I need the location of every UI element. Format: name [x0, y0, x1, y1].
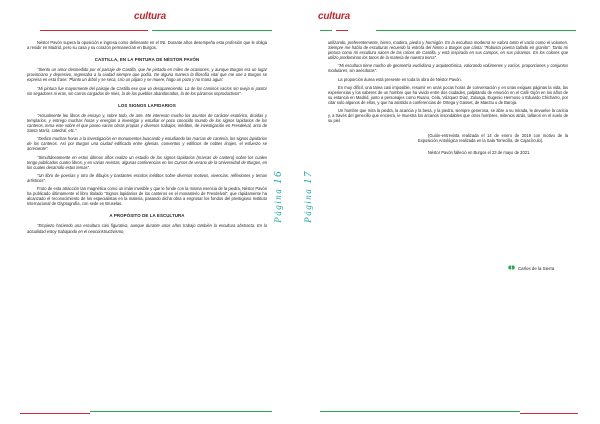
bottom-rule-red	[20, 413, 90, 414]
cultura-logo: cultura	[318, 11, 350, 22]
quote-paragraph: "Simultáneamente en estos últimos años realizo un estudio de los signos lapidarios (marcas de cantero) sobre los cuales tengo publicados cuatro libros, y en varias revistas, algunas conferencias en los Cursos de verano de la Universidad de Burgos, en los cuales desarrollo estos temas".	[27, 154, 267, 170]
top-rule-green	[320, 30, 332, 31]
section-heading: A PROPÓSITO DE LA ESCULTURA	[109, 213, 185, 219]
bottom-rule-green	[90, 411, 272, 412]
paragraph: La proporción áurea está presente en toda la obra de Néstor Pavón.	[338, 76, 462, 82]
credits-paragraph: (Guión-entrevista realizada el 14 de enero de 2019 con motivo de la Exposición Antológica realizada en la Sala Torrecilla, de Cajacírculo).	[418, 133, 568, 144]
quote-paragraph: "Dedico muchas horas a la investigación en monumentos buscando y estudiando las marcas de cantería, los signos lapidarios de los canteros. Así por Burgos una ciudad edificada entre iglesias, conventos y edificios de nobles linajes, el esfuerzo se acreciente".	[27, 136, 267, 152]
quote-paragraph: "Empiezo haciendo una escultura casi figurativa, aunque durante unos años trabajo también la escultura abstracta. En la actualidad estoy trabajando en el neoconstructivismo,	[27, 223, 267, 234]
quote-paragraph: utilizando, preferentemente, hierro, madera, piedra y hormigón. En la escultura moderna se valora tanto el vacío como el volumen. Siempre me había de esculturas recuerdo la estrofa del himno a Burgos que cánta: "Robusta poema tallado en granito". Tanto mi pintura como mi escultura nacen de las raíces de Castilla, y está inspirada en sus campos, en sus páramos. En los colores que utilizo predominan los tonos de la materia de nuestra tierra".	[328, 40, 568, 61]
bottom-rule-red	[520, 413, 578, 414]
bottom-rule-green	[320, 411, 520, 412]
page-number-label: Página 16	[272, 170, 284, 223]
paragraph: Un hombre que mira la piedra, la acaricia y la besa, y la piedra, siempre generosa, se abre a su mirada, le devuelve la caricia y, a través del genecillo que encierra, le muestra los arcanos insondables que otros hombres, milenios atrás, tallaron en el suelo de su piel.	[328, 108, 568, 124]
section-heading: LOS SIGNOS LAPIDARIOS	[118, 102, 176, 108]
page-number-label: Página 17	[302, 170, 314, 223]
quote-paragraph: "Mi pintura fue mayormente del paisaje de Castilla ese que va desapareciendo. La de los caminos vacíos sin oveja ni pastor sin segadores ni eras, sin carros cargados de mies, la de los pueblos abandonados, la de los páramos improductivos".	[27, 85, 267, 96]
right-text-column	[328, 40, 568, 158]
top-rule-red	[336, 30, 348, 31]
top-rule-green-long	[376, 30, 576, 31]
top-rule-green	[152, 30, 272, 31]
author-emblem-icon	[508, 264, 515, 272]
paragraph: Fruto de esta atracción tan magnética como un imán invisible y que le fonde con la misma esencia de la piedra, Néstor Pavón ha publicado últimamente el libro titulado "Signos lapidarios de los canteros en el monasterio de Fresdelval", que rápidamente ha alcanzado el reconocimiento de los especialistas en la materia, pasando dicha obra a engrosar los fondos del prestigioso Instituto Internacional de Glyptografía, con sede en Bruselas.	[27, 185, 267, 207]
author-name: Carlos de la Sierra	[518, 265, 555, 271]
author-signoff	[508, 264, 554, 272]
death-note: Néstor Pavón falleció en Burgos el 23 de mayo de 2021.	[428, 149, 531, 155]
top-rule-red	[40, 30, 148, 31]
section-heading: CASTILLA, EN LA PINTURA DE NÉSTOR PAVÓN	[94, 57, 200, 63]
left-text-column	[27, 40, 267, 237]
paragraph: En muy difícil, una tarea casi imposible, resumir en unas pocas horas de conversación y en unas exiguas páginas la vida, las experiencias y los saberes de un hombre que ha vivido entre dos ciudades, palpitando de emoción en el Café Gijón en los años de su estancia en Madrid, junto a personajes como Ruano, Cela, Vázquez Díaz, Zuloaga, Eugenio Hermoso o Eduardo Chicharro, por citar solo algunos de ellos, y que ha asistido a conferencias de Ortega y Gasset, de Maeztu o de Baroja.	[328, 84, 568, 105]
quote-paragraph: "Actualmente leo libros de ensayo y, sobre todo, de arte. Me interesan mucho los asuntos de carácter esotérico, druidas y templarios, y entrego muchas horas y energías a investigar y estudiar el poco conocido mundo de los signos lapidarios de los canteros, tema este sobre el que poseo varias obras propias y diversos trabajos, inéditos, de investigación en Fresdelval, arco de Santa María, catedral, etc.".	[27, 112, 267, 134]
quote-paragraph: "Siento un amor desmedido por el paisaje de Castilla, que he pintado en miles de ocasiones, y aunque Burgos era un lugar provinciano y depresivo, regresaba a la ciudad siempre que podía. De alguna manera la filosofía vital que me une a Burgos se expresa en esta frase: 'Planto un árbol y se seca, crío un pájaro y se muere, hago un pozo y no mana agua'.	[27, 67, 267, 83]
paragraph: Néstor Pavón supera la oposición e ingresa como delineante en el INI. Durante años desempeña esta profesión que le obliga a residir en Madrid, pero su casa y su corazón permanecían en Burgos.	[27, 40, 267, 51]
quote-paragraph: "Mi escultura tiene mucho de geometría euclidiana y arquitectónica, valorando volúmenes y vacíos, proporciones y conjuntos modulares, sin anécdotas".	[328, 63, 568, 74]
quote-paragraph: "Un libro de poesías y otro de dibujos y bastantes escritos inéditos sobre diversos motivos, vivencias, reflexiones y temas artísticos".	[27, 172, 267, 183]
right-page	[300, 0, 600, 424]
cultura-logo: cultura	[134, 11, 166, 22]
